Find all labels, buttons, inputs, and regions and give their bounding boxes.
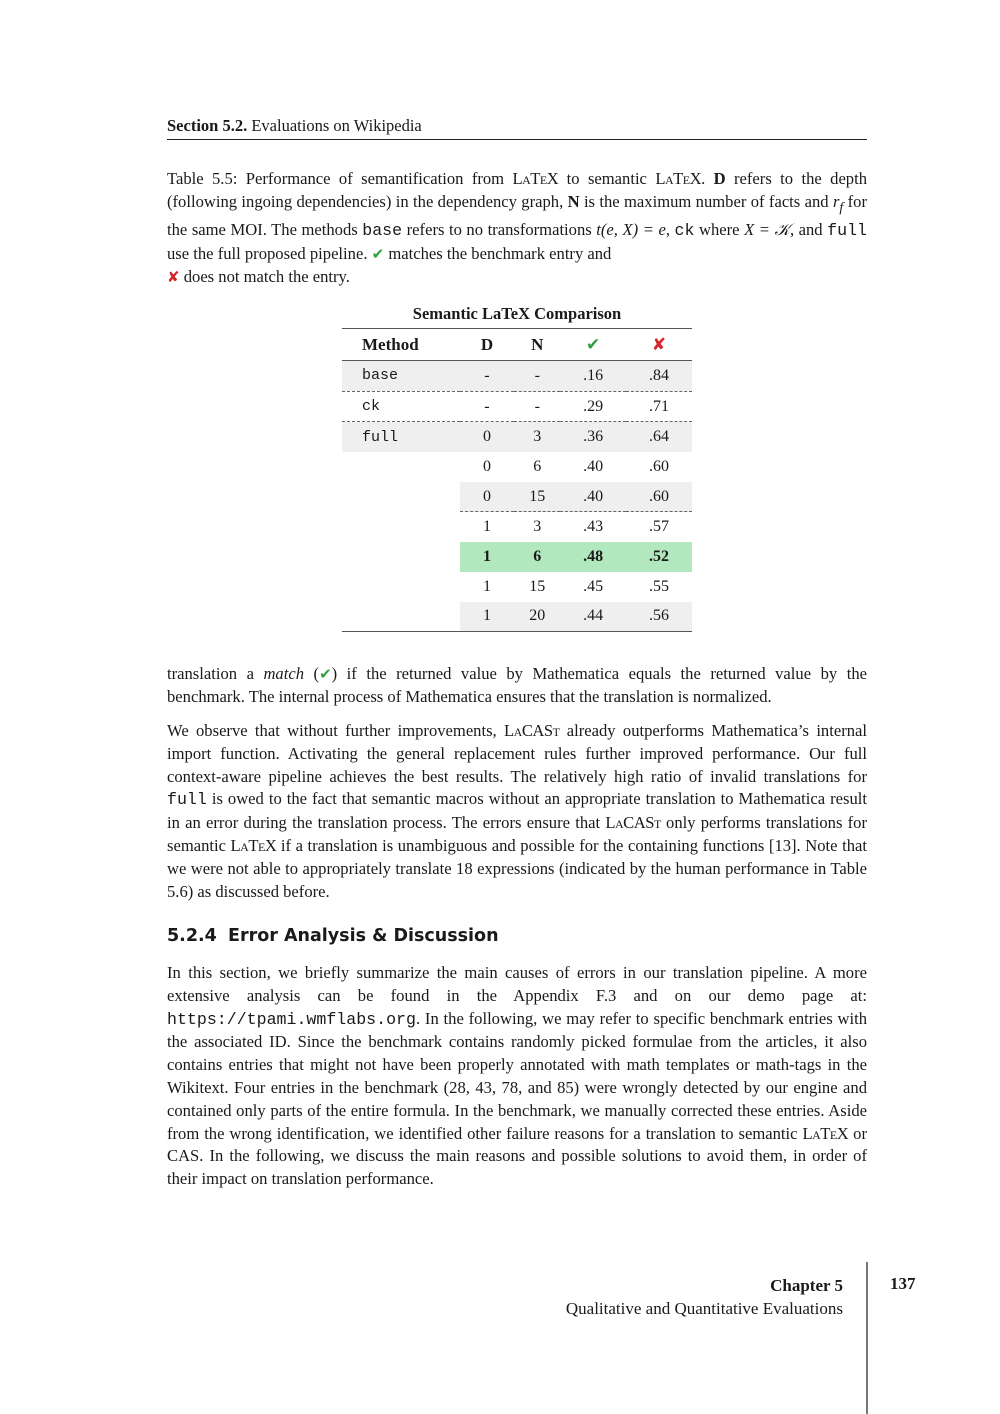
caption-text: refers to no transformations <box>402 219 597 239</box>
cell-nomatch: .60 <box>649 457 670 475</box>
table-row <box>342 572 692 602</box>
caption-text: does not match the entry. <box>179 266 350 286</box>
cell-d: 1 <box>482 518 491 536</box>
cell-n: 15 <box>529 577 546 595</box>
demo-page-link[interactable]: https://tpami.wmflabs.org <box>167 1009 416 1029</box>
table-row <box>342 512 692 542</box>
cell-match: .40 <box>583 457 604 475</box>
caption-symbol-d: D <box>713 169 726 188</box>
cell-n: 3 <box>514 422 560 452</box>
cell-nomatch: .57 <box>649 518 670 536</box>
paragraph-match-definition <box>167 663 867 709</box>
cell-method <box>342 512 460 542</box>
cell-nomatch: .84 <box>626 361 692 392</box>
caption-text: where <box>694 219 745 239</box>
cell-method <box>342 482 460 512</box>
section-heading <box>167 926 499 946</box>
table-row <box>342 452 692 482</box>
lacast-logo: LaCASt <box>605 813 661 833</box>
check-icon: ✔ <box>371 244 385 263</box>
paragraph-observations <box>167 720 867 903</box>
caption-text: , and <box>789 219 828 239</box>
cell-d: - <box>460 361 515 392</box>
cell-n: 15 <box>514 482 560 512</box>
table-title: Semantic LaTeX Comparison <box>412 304 622 323</box>
cell-match: .40 <box>560 482 626 512</box>
caption-text: , <box>665 219 675 239</box>
table-row <box>342 391 692 422</box>
cell-method <box>342 452 460 482</box>
paragraph-text: ) if the returned value by Mathematica equals the returned value by the benchmark. The internal process of Mathematica ensures that the translation is normalized. <box>167 664 867 706</box>
paragraph-emphasis: match <box>263 664 305 683</box>
page-number: 137 <box>890 1274 916 1293</box>
caption-text: is the maximum number of facts and <box>579 191 833 211</box>
header-n: N <box>531 334 544 354</box>
comparison-table <box>342 302 692 632</box>
paragraph-error-analysis <box>167 962 867 1191</box>
cell-match: .29 <box>583 397 604 415</box>
cell-match: .16 <box>560 361 626 392</box>
latex-logo: LaTeX <box>230 835 277 855</box>
cell-nomatch: .71 <box>649 397 670 415</box>
paragraph-text: already outperforms Mathematica’s internal import function. Activating the general replacement rules further improved performance. Our full context-aware pipeline achieves the best results. The relatively high ratio of invalid translations for <box>167 721 867 786</box>
footer-divider <box>866 1262 868 1414</box>
cell-n: 3 <box>533 518 542 536</box>
caption-code-ck: ck <box>674 220 695 240</box>
caption-code-full: full <box>827 220 867 240</box>
cell-match: .48 <box>560 542 626 572</box>
cell-match: .43 <box>583 518 604 536</box>
table-row <box>342 482 692 512</box>
caption-text: refers to the depth (following ingoing dependencies) in the dependency graph, <box>167 169 868 211</box>
paragraph-text: In this section, we briefly summarize the main causes of errors in our translation pipeline. A more extensive analysis can be found in the Appendix F.3 and on our demo page at: <box>167 963 867 1005</box>
cell-method <box>342 542 460 572</box>
running-header-section-title: Evaluations on Wikipedia <box>251 116 422 135</box>
paragraph-text: is owed to the fact that semantic macros without an appropriate translation to Mathematica result in an error during the translation process. The errors ensure that <box>167 789 867 833</box>
cell-n: 6 <box>514 542 560 572</box>
header-d: D <box>480 334 494 354</box>
cell-method <box>342 572 460 602</box>
cell-match: .45 <box>583 577 604 595</box>
paragraph-text: only performs translations for semantic <box>167 813 867 855</box>
check-icon: ✔ <box>319 665 332 683</box>
table-row <box>342 542 692 572</box>
caption-text: use the full proposed pipeline. <box>167 243 372 263</box>
paragraph-text: or CAS. In the following, we discuss the main reasons and possible solutions to avoid them, in order of their impact on translation performance. <box>167 1123 867 1189</box>
cell-n: - <box>514 361 560 392</box>
cell-d: 1 <box>460 542 515 572</box>
cross-icon: ✘ <box>167 267 180 286</box>
caption-formula: X = 𝒦 <box>744 219 790 239</box>
footer-chapter-number: Chapter 5 <box>770 1276 843 1295</box>
paragraph-text: translation a <box>167 664 264 683</box>
caption-text: Table 5.5: Performance of semantification from <box>167 169 513 188</box>
latex-logo: LaTeX <box>512 169 559 188</box>
cell-nomatch: .64 <box>626 422 692 452</box>
cell-n: 6 <box>533 457 542 475</box>
caption-text: . <box>701 169 714 188</box>
cell-method: base <box>342 361 460 392</box>
table-row <box>342 602 692 632</box>
cell-method <box>342 602 460 632</box>
latex-logo: LaTeX <box>802 1123 849 1143</box>
cell-nomatch: .60 <box>626 482 692 512</box>
cell-d: 0 <box>460 482 515 512</box>
section-title: Error Analysis & Discussion <box>228 926 499 946</box>
cell-match: .44 <box>560 602 626 632</box>
cell-method: ck <box>362 398 381 416</box>
header-nomatch <box>626 329 692 361</box>
cross-icon: ✘ <box>651 334 667 355</box>
lacast-logo: LaCASt <box>504 721 560 740</box>
caption-text: to semantic <box>558 169 656 188</box>
table-row <box>342 361 692 392</box>
cell-d: - <box>484 397 490 415</box>
caption-text: matches the benchmark entry and <box>384 243 612 263</box>
cell-method: full <box>342 422 460 452</box>
running-header <box>167 116 867 140</box>
check-icon: ✔ <box>586 334 601 355</box>
table-header-row <box>342 329 692 361</box>
caption-symbol-rf: r <box>832 191 840 211</box>
footer-chapter <box>566 1274 843 1320</box>
caption-code-base: base <box>362 220 403 240</box>
header-match <box>560 329 626 361</box>
paragraph-text: ( <box>304 664 320 683</box>
header-method: Method <box>362 334 419 354</box>
caption-formula: t(e, X) = e <box>596 219 666 239</box>
running-header-section-label: Section 5.2. <box>167 116 248 135</box>
cell-n: 20 <box>514 602 560 632</box>
paragraph-text: . In the following, we may refer to specific benchmark entries with the associated ID. Since the benchmark contains randomly picked formulae from the articles, it also contains entries that might not have been properly annotated with math templates or math-tags in the Wikitext. Four entries in the benchmark (28, 43, 78, and 85) were wrongly detected by our engine and contained only parts of the entire formula. In the benchmark, we manually corrected these entries. Aside from the wrong identification, we identified other failure reasons for a translation to semantic <box>167 1008 867 1143</box>
caption-symbol-n: N <box>567 191 580 211</box>
paragraph-code-full: full <box>167 790 207 810</box>
section-number: 5.2.4 <box>167 926 217 946</box>
cell-nomatch: .55 <box>649 577 670 595</box>
latex-logo: LaTeX <box>655 169 702 188</box>
footer-chapter-title: Qualitative and Quantitative Evaluations <box>565 1299 843 1318</box>
paragraph-text: We observe that without further improvements, <box>167 721 505 740</box>
caption-symbol-rf-sub: f <box>839 199 844 215</box>
cell-nomatch: .52 <box>626 542 692 572</box>
table-row <box>342 422 692 452</box>
table-caption <box>167 168 867 288</box>
cell-nomatch: .56 <box>626 602 692 632</box>
paragraph-text: if a translation is unambiguous and possible for the containing functions [13]. Note that we were not able to appropriately translate 18 expressions (indicated by the human performance in Table 5.6) as discussed before. <box>167 835 867 901</box>
cell-match: .36 <box>560 422 626 452</box>
cell-d: 0 <box>482 457 491 475</box>
cell-d: 1 <box>482 577 491 595</box>
cell-d: 1 <box>460 602 515 632</box>
cell-n: - <box>534 397 540 415</box>
cell-d: 0 <box>460 422 515 452</box>
caption-text: for the same MOI. The methods <box>167 191 867 239</box>
